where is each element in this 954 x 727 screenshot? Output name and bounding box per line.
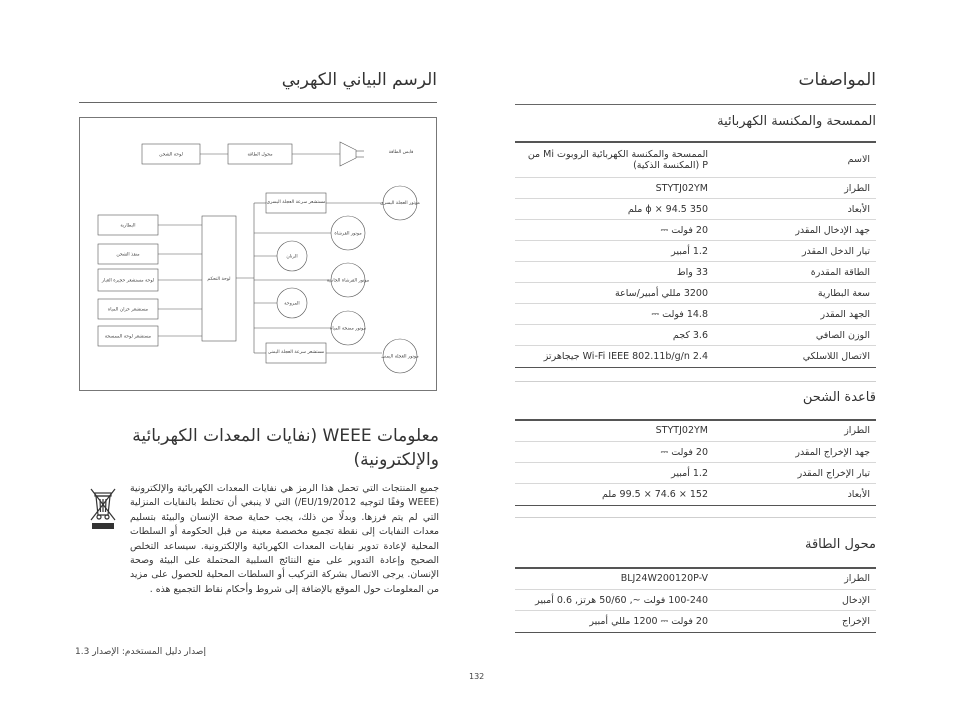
diagram-title-rule [79,102,437,103]
label-mop-board-sensor: مستشعر لوحة الممسحة [104,334,152,340]
weee-body-text: جميع المنتجات التي تحمل هذا الرمز هي نفايات المعدات الكهربائية والإلكترونية (WEEE وفقًا لتوجيه EU/19/2012/) التي لا ينبغي أن تختلط بالنفايات المنزلية التي لم يتم فرزها. وبدلًا من ذلك، يجب حماية صحة الإنسان والبيئة بتسليم معدات النفايات إلى نقطة تجميع مخصصة معينة من قبل الحكومة أو السلطات المحلية لإعادة تدوير نفايات المعدات الكهربائية والإلكترونية. سيساعد التخلص الصحيح وإعادة التدوير على منع النتائج السلبية المحتملة على البيئة وصحة الإنسان. يرجى الاتصال بشركة التركيب أو السلطات المحلية للحصول على مزيد من المعلومات حول الموقع بالإضافة إلى شروط وأحكام نقاط التجميع هذه . [130,483,439,595]
electrical-diagram [79,117,437,391]
table-row: تيار الإخراج المقدر 1.2 أمبير [515,463,876,484]
label-control-board: لوحة التحكم [207,277,231,282]
adapter-spec-table [515,567,876,633]
divider [515,381,876,382]
table-row: الطراز STYTJ02YM [515,178,876,199]
table-row: الاتصال اللاسلكي Wi-Fi IEEE 802.11b/g/n 2.4 جيجاهرتز [515,346,876,368]
table-row: تيار الدخل المقدر 1.2 أمبير [515,241,876,262]
table-row: الجهد المقدر 14.8 فولت ⎓ [515,304,876,325]
label-water-tank-sensor: مستشعر خزان المياه [107,307,149,313]
specs-title-rule [515,104,876,105]
weee-bin-icon [88,486,118,530]
label-charging-board: لوحة الشحن [159,152,183,158]
table-row: الوزن الصافي 3.6 كجم [515,325,876,346]
label-battery: البطارية [120,223,136,229]
dock-section-title: قاعدة الشحن [802,390,876,405]
robot-spec-table [515,141,876,368]
label-left-wheel-sensor: مستشعر سرعة العجلة اليسرى [266,200,326,205]
table-row: الأبعاد 350 ϕ × 94.5 ملم [515,199,876,220]
label-buzzer: الرنان [286,254,298,260]
table-row: الطاقة المقدرة 33 واط [515,262,876,283]
electrical-diagram-svg [80,118,436,390]
manual-version: إصدار دليل المستخدم: الإصدار 1.3 [75,647,206,657]
specs-title: المواصفات [798,70,876,90]
label-left-wheel-motor: موتور العجلة اليسرى [380,201,420,206]
label-fan: المروحة [284,301,300,307]
label-charging-port: منفذ الشحن [116,252,140,258]
table-row: الإخراج 20 فولت ⎓ 1200 مللي أمبير [515,611,876,633]
label-right-wheel-sensor: مستشعر سرعة العجلة اليمنى [267,350,325,355]
label-dustbin-sensor: لوحة مستشعر حجيرة الغبار [101,278,155,284]
table-row: الأبعاد 152 × 74.6 × 99.5 ملم [515,484,876,506]
table-row: جهد الإدخال المقدر 20 فولت ⎓ [515,220,876,241]
table-row: الاسم الممسحة والمكنسة الكهربائية الروبوت Mi من P (المكنسة الذكية) [515,143,876,178]
plug-shape [340,142,356,166]
label-water-pump-motor: موتور مضخة المياه [329,326,367,332]
table-row: الطراز STYTJ02YM [515,421,876,442]
label-brush-motor: موتور الفرشاة [334,231,362,237]
label-right-wheel-motor: موتور العجلة اليمنى [381,354,419,360]
weee-title: معلومات WEEE (نفايات المعدات الكهربائية والإلكترونية) [132,426,439,470]
divider [515,517,876,518]
table-row: جهد الإخراج المقدر 20 فولت ⎓ [515,442,876,463]
diagram-title: الرسم البياني الكهربي [281,70,437,90]
table-row: الإدخال 100-240 فولت ~, 50/60 هرتز, 0.6 أمبير [515,590,876,611]
label-power-plug: قابس الطاقة [388,150,414,155]
label-side-brush-motor: موتور الفرشاة الجانبية [326,278,370,284]
table-row: الطراز BLJ24W200120P-V [515,569,876,590]
dock-spec-table [515,419,876,506]
page-number: 132 [469,672,485,681]
table-row: سعة البطارية 3200 مللي أمبير/ساعة [515,283,876,304]
label-power-adapter: محول الطاقة [247,152,273,158]
adapter-section-title: محول الطاقة [804,537,876,552]
robot-section-title: الممسحة والمكنسة الكهربائية [717,114,876,129]
